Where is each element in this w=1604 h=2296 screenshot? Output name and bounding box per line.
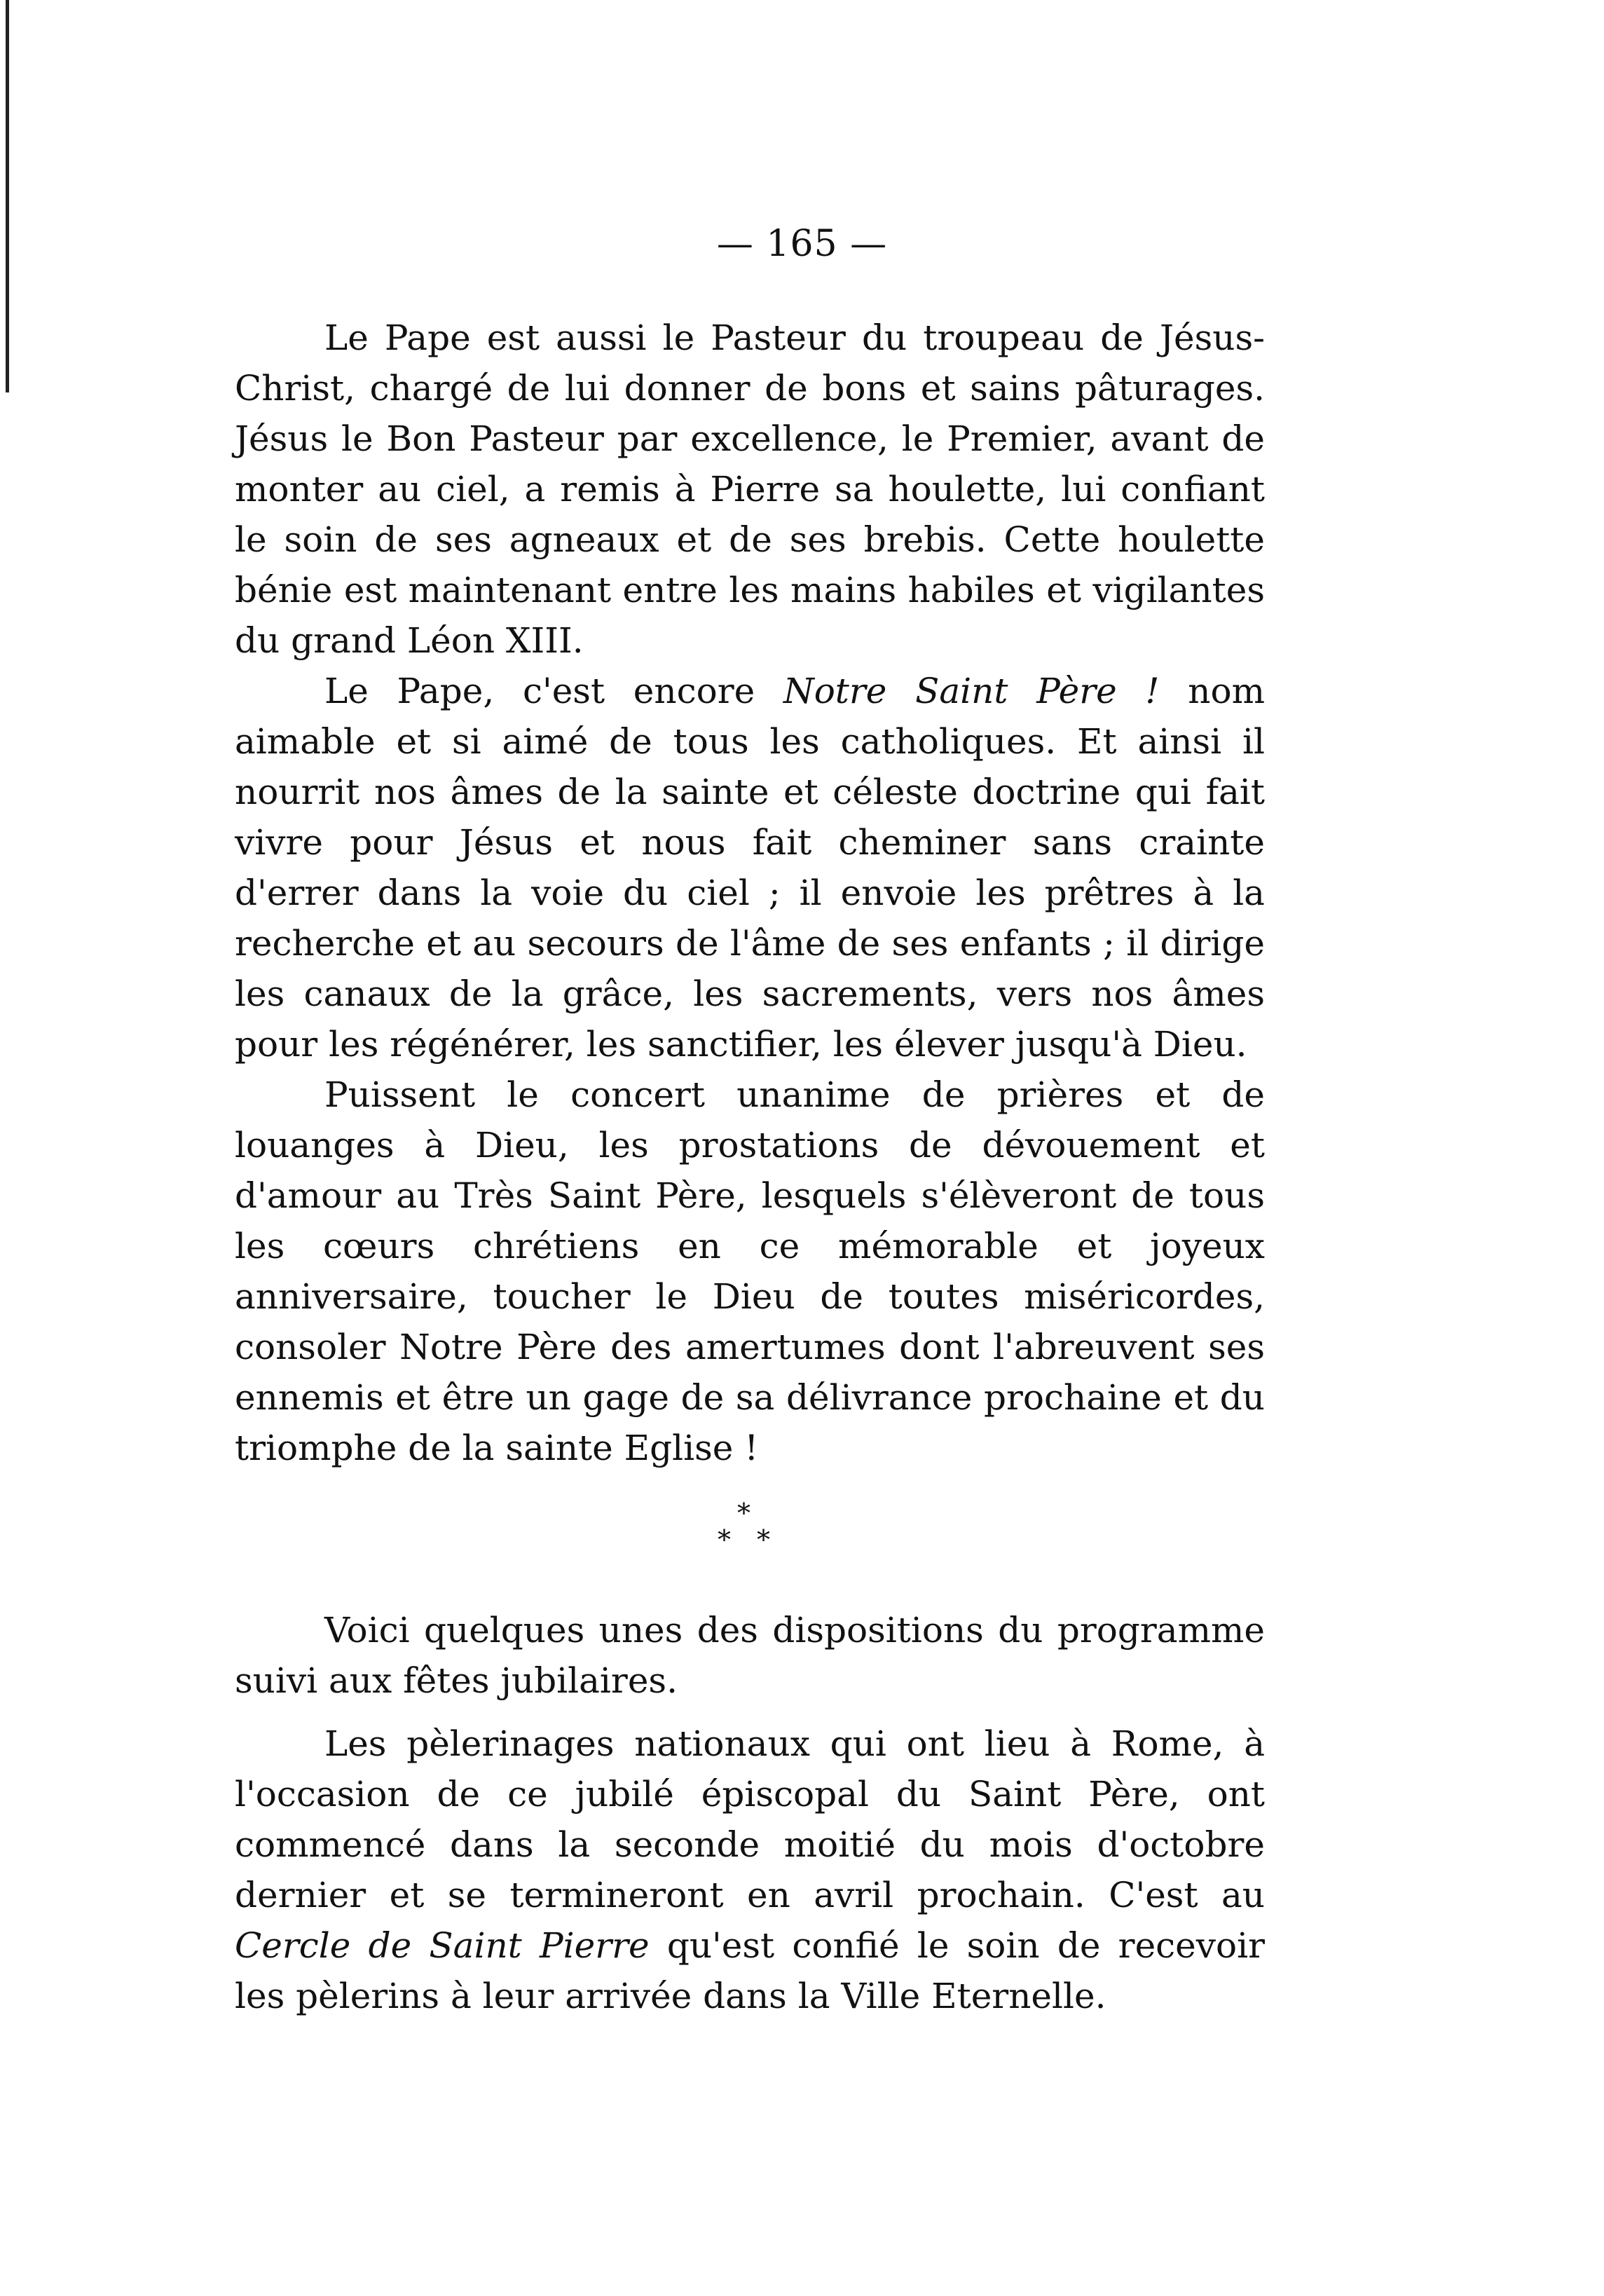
paragraph-pelerinages-start: Les pèlerinages nationaux qui ont lieu à Rome, à l'occasion de ce jubilé épiscopal du Saint Père, ont commencé dans la seconde moitié du mois d'octobre dernier et se termineront en avril prochain. C'est au bbox=[235, 1723, 1265, 1915]
paragraph-pelerinages-italic: Cercle de Saint Pierre bbox=[235, 1925, 650, 1966]
asterism-star-right: * bbox=[757, 1524, 770, 1555]
paragraph-saint-pere-end: nom aimable et si aimé de tous les catholiques. Et ainsi il nourrit nos âmes de la sainte et céleste doctrine qui fait vivre pour Jésus et nous fait cheminer sans crainte d'errer dans la voie du ciel ; il envoie les prêtres à la recherche et au secours de l'âme de ses enfants ; il dirige les canaux de la grâce, les sacrements, vers nos âmes pour les régénérer, les sanctifier, les élever jusqu'à Dieu. bbox=[235, 671, 1265, 1065]
paragraph-saint-pere-italic: Notre Saint Père ! bbox=[783, 671, 1160, 711]
text-section-programme bbox=[235, 1605, 1265, 2021]
page-number: — 165 — bbox=[716, 223, 888, 265]
paragraph-puissent: Puissent le concert unanime de prières et de louanges à Dieu, les prostations de dévouement et d'amour au Très Saint Père, lesquels s'élèveront de tous les cœurs chrétiens en ce mémorable et joyeux anniversaire, toucher le Dieu de toutes miséricordes, consoler Notre Père des amertumes dont l'abreuvent ses ennemis et être un gage de sa délivrance prochaine et du triomphe de la sainte Eglise ! bbox=[235, 1074, 1265, 1468]
paragraph-programme: Voici quelques unes des dispositions du programme suivi aux fêtes jubilaires. bbox=[235, 1610, 1265, 1701]
paragraph-pelerinages-end: qu'est confié le soin de recevoir les pèlerins à leur arrivée dans la Ville Eternelle. bbox=[235, 1925, 1265, 2016]
text-section-pope bbox=[235, 313, 1265, 1473]
asterism-star-left: * bbox=[718, 1524, 731, 1555]
paragraph-pasteur: Le Pape est aussi le Pasteur du troupeau de Jésus-Christ, chargé de lui donner de bons et sains pâturages. Jésus le Bon Pasteur par excellence, le Premier, avant de monter au ciel, a remis à Pierre sa houlette, lui confiant le soin de ses agneaux et de ses brebis. Cette houlette bénie est maintenant entre les mains habiles et vigilantes du grand Léon XIII. bbox=[235, 317, 1265, 661]
scan-edge-rule bbox=[6, 0, 9, 392]
asterism-divider bbox=[708, 1500, 792, 1577]
paragraph-pelerinages bbox=[235, 1718, 1265, 2021]
paragraph-saint-pere bbox=[235, 666, 1265, 1070]
asterism-star-top: * bbox=[737, 1498, 750, 1529]
paragraph-saint-pere-start: Le Pape, c'est encore bbox=[324, 671, 783, 711]
